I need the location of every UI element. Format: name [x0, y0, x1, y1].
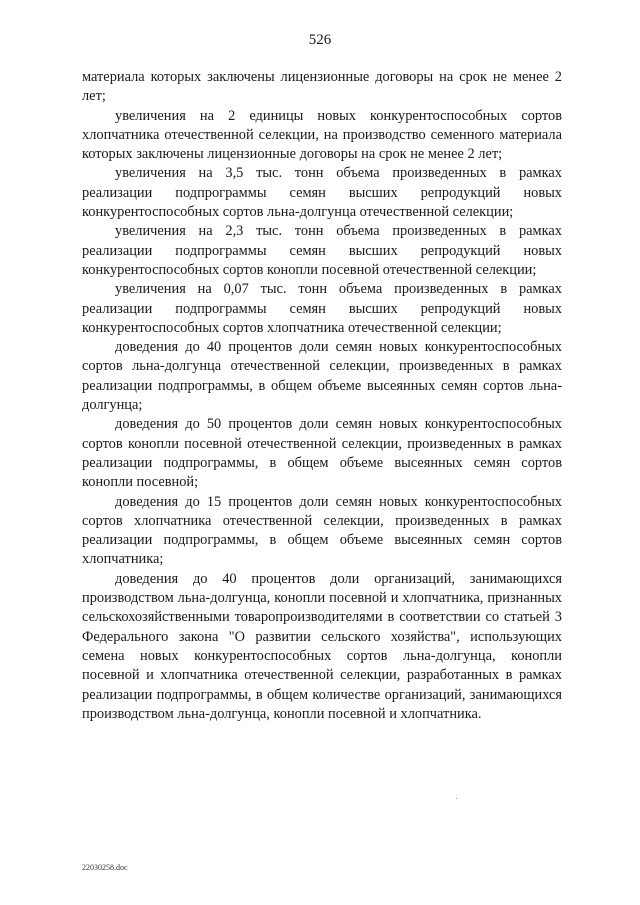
file-name-footer: 22030258.doc — [82, 863, 128, 872]
paragraph-license-continuation: материала которых заключены лицензионные договоры на срок не менее 2 лет; — [82, 69, 562, 105]
paragraph-hemp-seed-volume: увеличения на 2,3 тыс. тонн объема произведенных в рамках реализации подпрограммы семян высших репродукций новых конкурентоспособных сортов конопли посевной отечественной селекции; — [82, 223, 562, 278]
page-number: 526 — [308, 32, 332, 48]
paragraph-cotton-seed-volume: увеличения на 0,07 тыс. тонн объема произведенных в рамках реализации подпрограммы семян высших репродукций новых конкурентоспособных сортов хлопчатника отечественной селекции; — [82, 281, 562, 336]
paragraph-organizations-share: доведения до 40 процентов доли организаций, занимающихся производством льна-долгунца, конопли посевной и хлопчатника, признанных сельскохозяйственными товаропроизводителями в соответствии со статьей 3 Федерального закона "О развитии сельского хозяйства", использующих семена новых конкурентоспособных сортов льна-долгунца, конопли посевной и хлопчатника отечественной селекции, разработанных в рамках реализации подпрограммы, в общем количестве организаций, занимающихся производством льна-долгунца, конопли посевной и хлопчатника. — [82, 570, 562, 722]
paragraph-cotton-varieties: увеличения на 2 единицы новых конкурентоспособных сортов хлопчатника отечественной селекции, на производство семенного материала которых заключены лицензионные договоры на срок не менее 2 лет; — [82, 107, 562, 163]
scan-speck — [456, 798, 457, 799]
paragraph-flax-seed-share: доведения до 40 процентов доли семян новых конкурентоспособных сортов льна-долгунца отечественной селекции, произведенных в рамках реализации подпрограммы, в общем объеме высеянных семян сортов льна-долгунца; — [82, 339, 562, 414]
paragraph-cotton-seed-share: доведения до 15 процентов доли семян новых конкурентоспособных сортов хлопчатника отечественной селекции, произведенных в рамках реализации подпрограммы, в общем объеме высеянных семян сортов хлопчатника; — [82, 493, 562, 568]
document-body — [82, 68, 562, 724]
paragraph-flax-seed-volume: увеличения на 3,5 тыс. тонн объема произведенных в рамках реализации подпрограммы семян высших репродукций новых конкурентоспособных сортов льна-долгунца отечественной селекции; — [82, 165, 562, 221]
paragraph-hemp-seed-share: доведения до 50 процентов доли семян новых конкурентоспособных сортов конопли посевной отечественной селекции, произведенных в рамках реализации подпрограммы, в общем объеме высеянных семян сортов конопли посевной; — [82, 416, 562, 491]
